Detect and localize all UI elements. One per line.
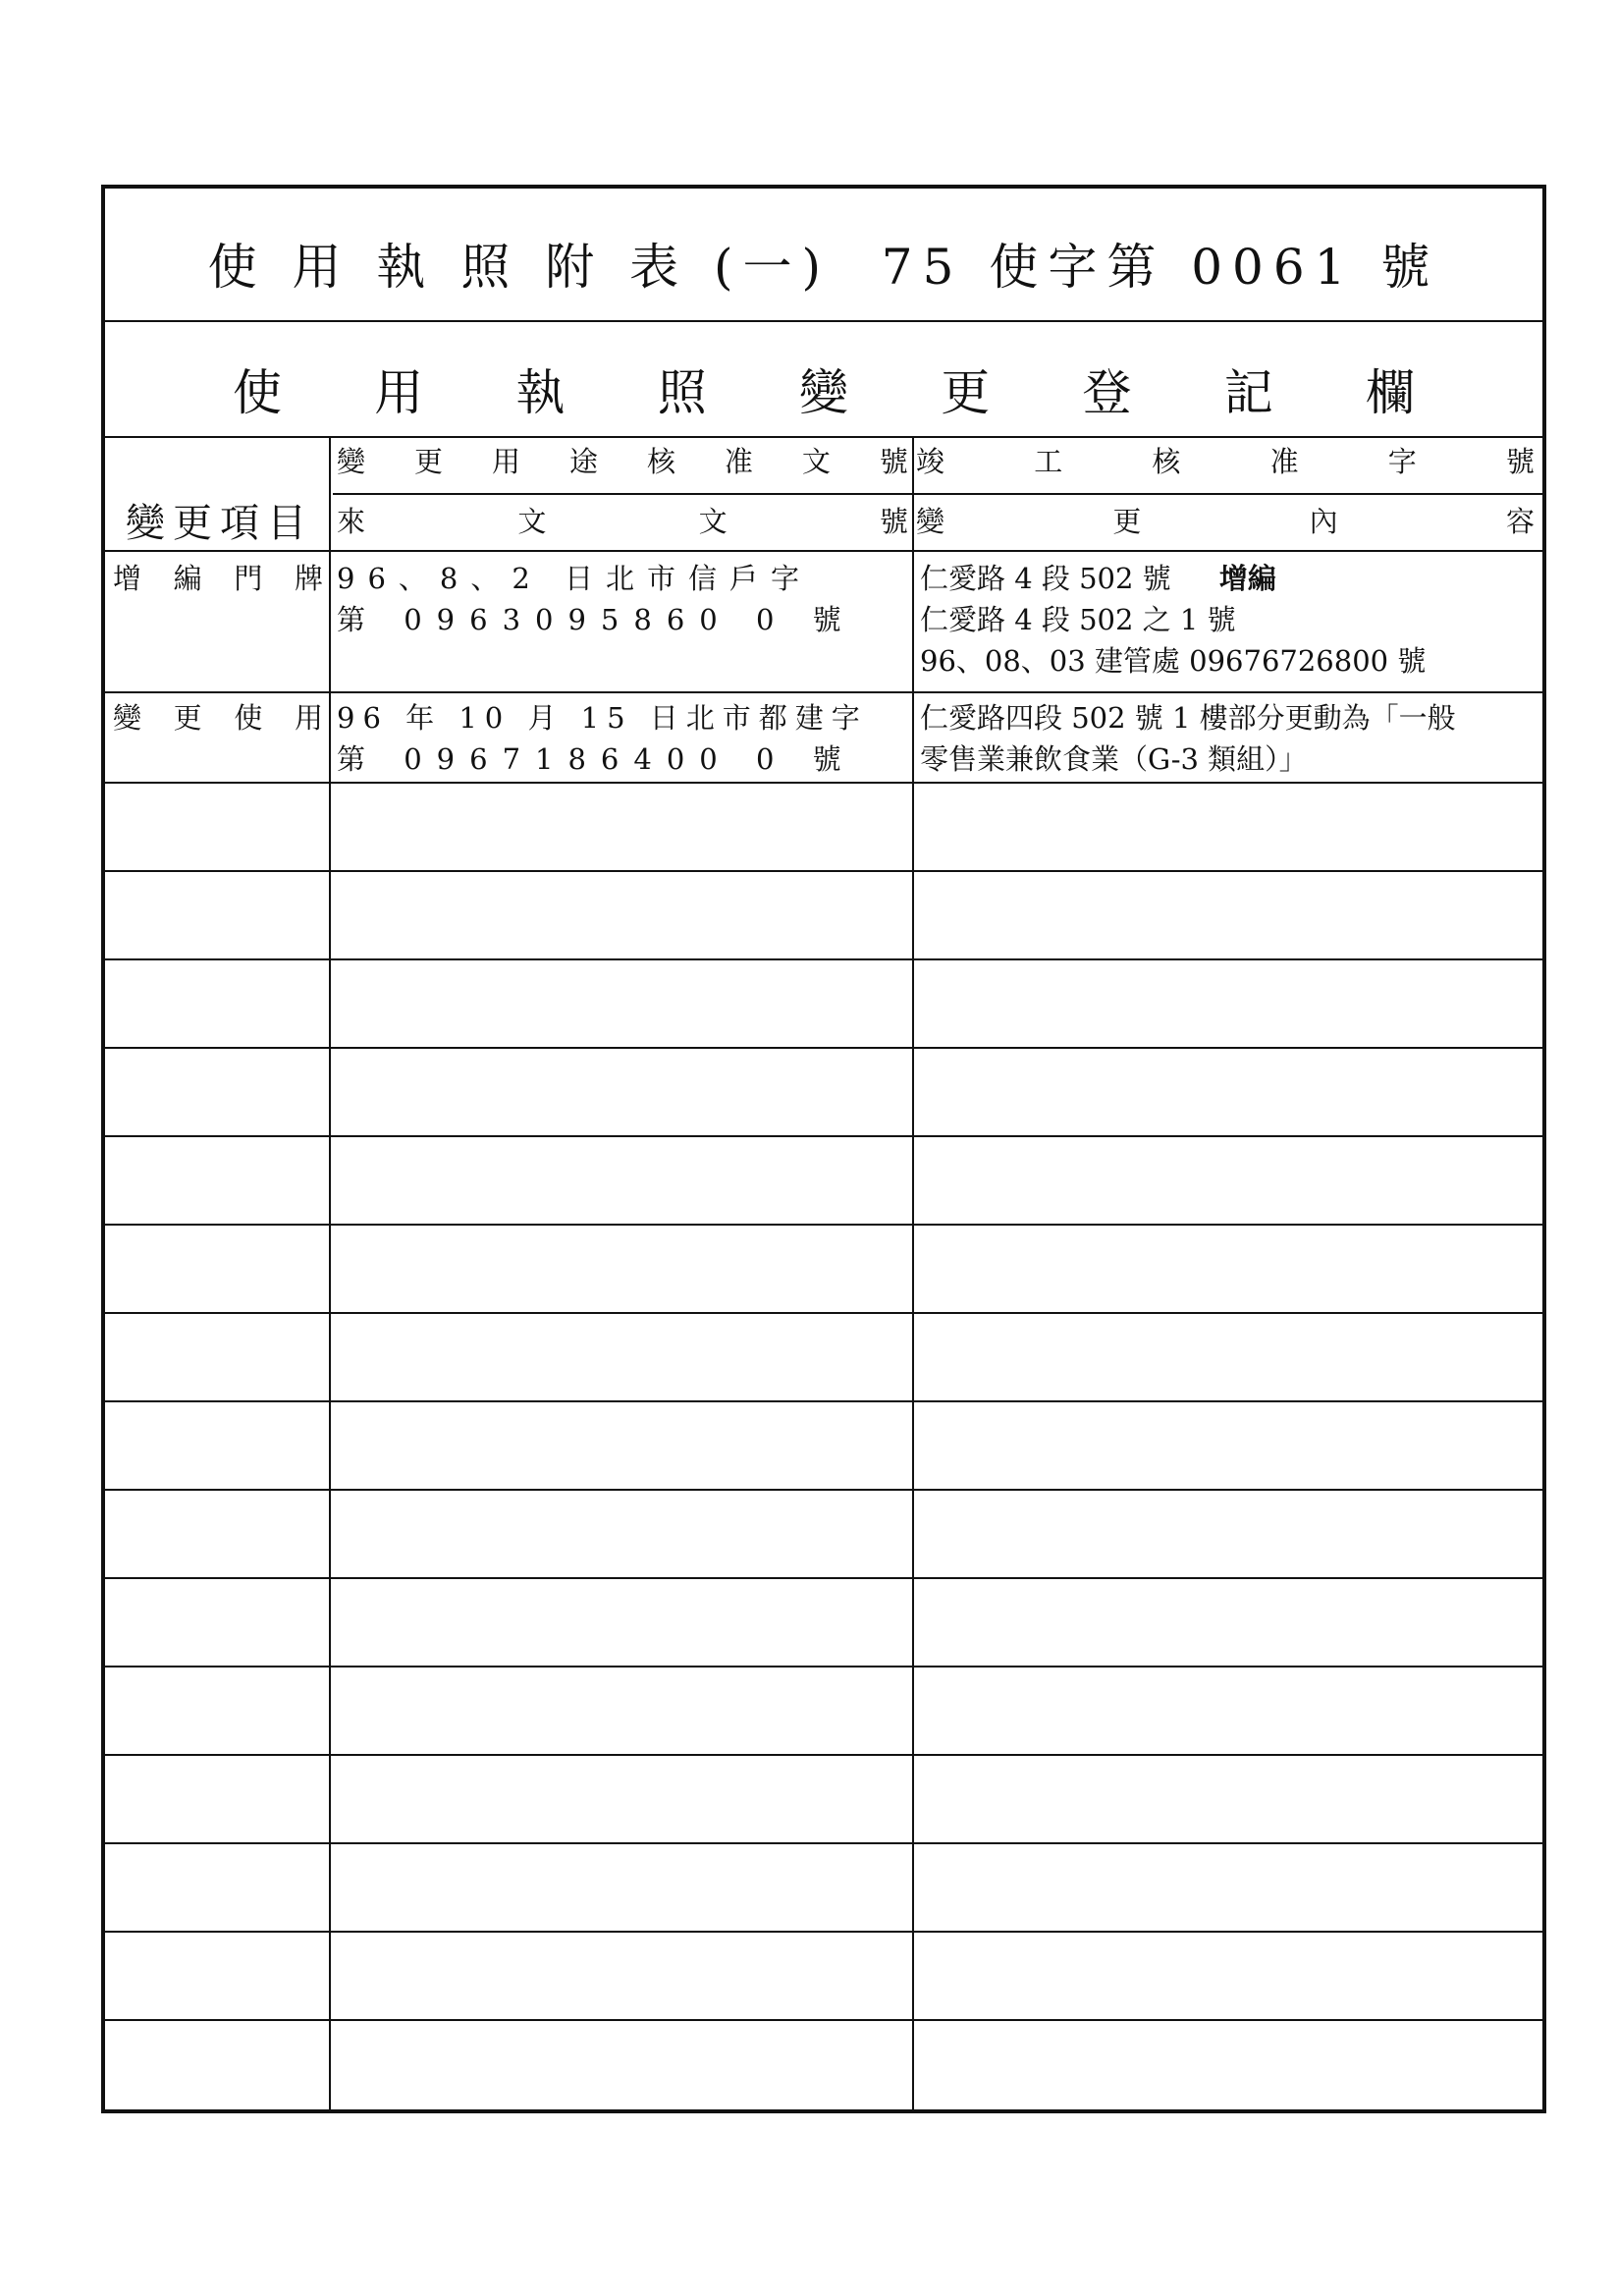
empty-row-line	[105, 1400, 1542, 1402]
row-content-tag: 增編	[1218, 562, 1276, 595]
row-item: 變 更 使 用	[113, 701, 323, 735]
row-content-line: 零售業兼飲食業（G-3 類組）」	[920, 742, 1308, 776]
row-content-line: 仁愛路四段 502 號 1 樓部分更動為「一般	[920, 701, 1456, 735]
license-form	[101, 185, 1546, 2113]
section-title-char: 更	[941, 364, 991, 421]
section-title-char: 欄	[1366, 364, 1415, 421]
column-divider	[912, 436, 914, 2109]
row-content-line	[920, 558, 1538, 599]
column-header-incoming-doc: 來 文 文 號	[337, 505, 908, 538]
divider	[105, 436, 1542, 438]
section-title-char: 照	[657, 364, 707, 421]
section-title-char: 記	[1223, 364, 1273, 421]
row-doc-line: 第 0963095860 0 號	[337, 603, 856, 636]
divider	[105, 320, 1542, 322]
column-divider	[329, 436, 331, 2109]
column-header-approval-doc: 變 更 用 途 核 准 文 號	[337, 445, 908, 478]
column-header-completion-no: 竣 工 核 准 字 號	[916, 445, 1535, 478]
divider	[105, 782, 1542, 784]
section-title-char: 使	[233, 364, 282, 421]
row-content-line: 仁愛路 4 段 502 之 1 號	[920, 603, 1236, 636]
empty-row-line	[105, 2019, 1542, 2021]
section-title-char: 用	[374, 364, 424, 421]
form-title: 使 用 執 照 附 表 (一) 75 使字第 0061 號	[207, 239, 1440, 296]
empty-row-line	[105, 1489, 1542, 1491]
row-content-text: 仁愛路 4 段 502 號	[920, 562, 1171, 595]
section-title-char: 變	[799, 364, 848, 421]
row-item: 增 編 門 牌	[113, 562, 323, 595]
row-content-line: 96、08、03 建管處 09676726800 號	[920, 644, 1427, 678]
divider	[333, 493, 1542, 495]
column-header-change-content: 變 更 內 容	[916, 505, 1535, 538]
empty-row-line	[105, 870, 1542, 872]
column-header-item: 變更項目	[126, 500, 314, 546]
empty-row-line	[105, 1577, 1542, 1579]
empty-row-line	[105, 958, 1542, 960]
empty-row-line	[105, 1931, 1542, 1933]
empty-row-line	[105, 1754, 1542, 1756]
empty-row-line	[105, 1842, 1542, 1844]
row-doc-line: 96、8、2 日北市信戶字	[337, 562, 813, 595]
empty-row-line	[105, 1224, 1542, 1226]
empty-row-line	[105, 1135, 1542, 1137]
divider	[105, 691, 1542, 693]
section-title	[105, 350, 1542, 428]
empty-row-line	[105, 1666, 1542, 1667]
empty-row-line	[105, 1312, 1542, 1314]
row-doc-line: 第 0967186400 0 號	[337, 742, 856, 776]
empty-row-line	[105, 1047, 1542, 1049]
section-title-char: 登	[1082, 364, 1132, 421]
row-doc-line: 96 年 10 月 15 日北市都建字	[337, 701, 868, 735]
section-title-char: 執	[515, 364, 566, 421]
divider	[105, 550, 1542, 552]
